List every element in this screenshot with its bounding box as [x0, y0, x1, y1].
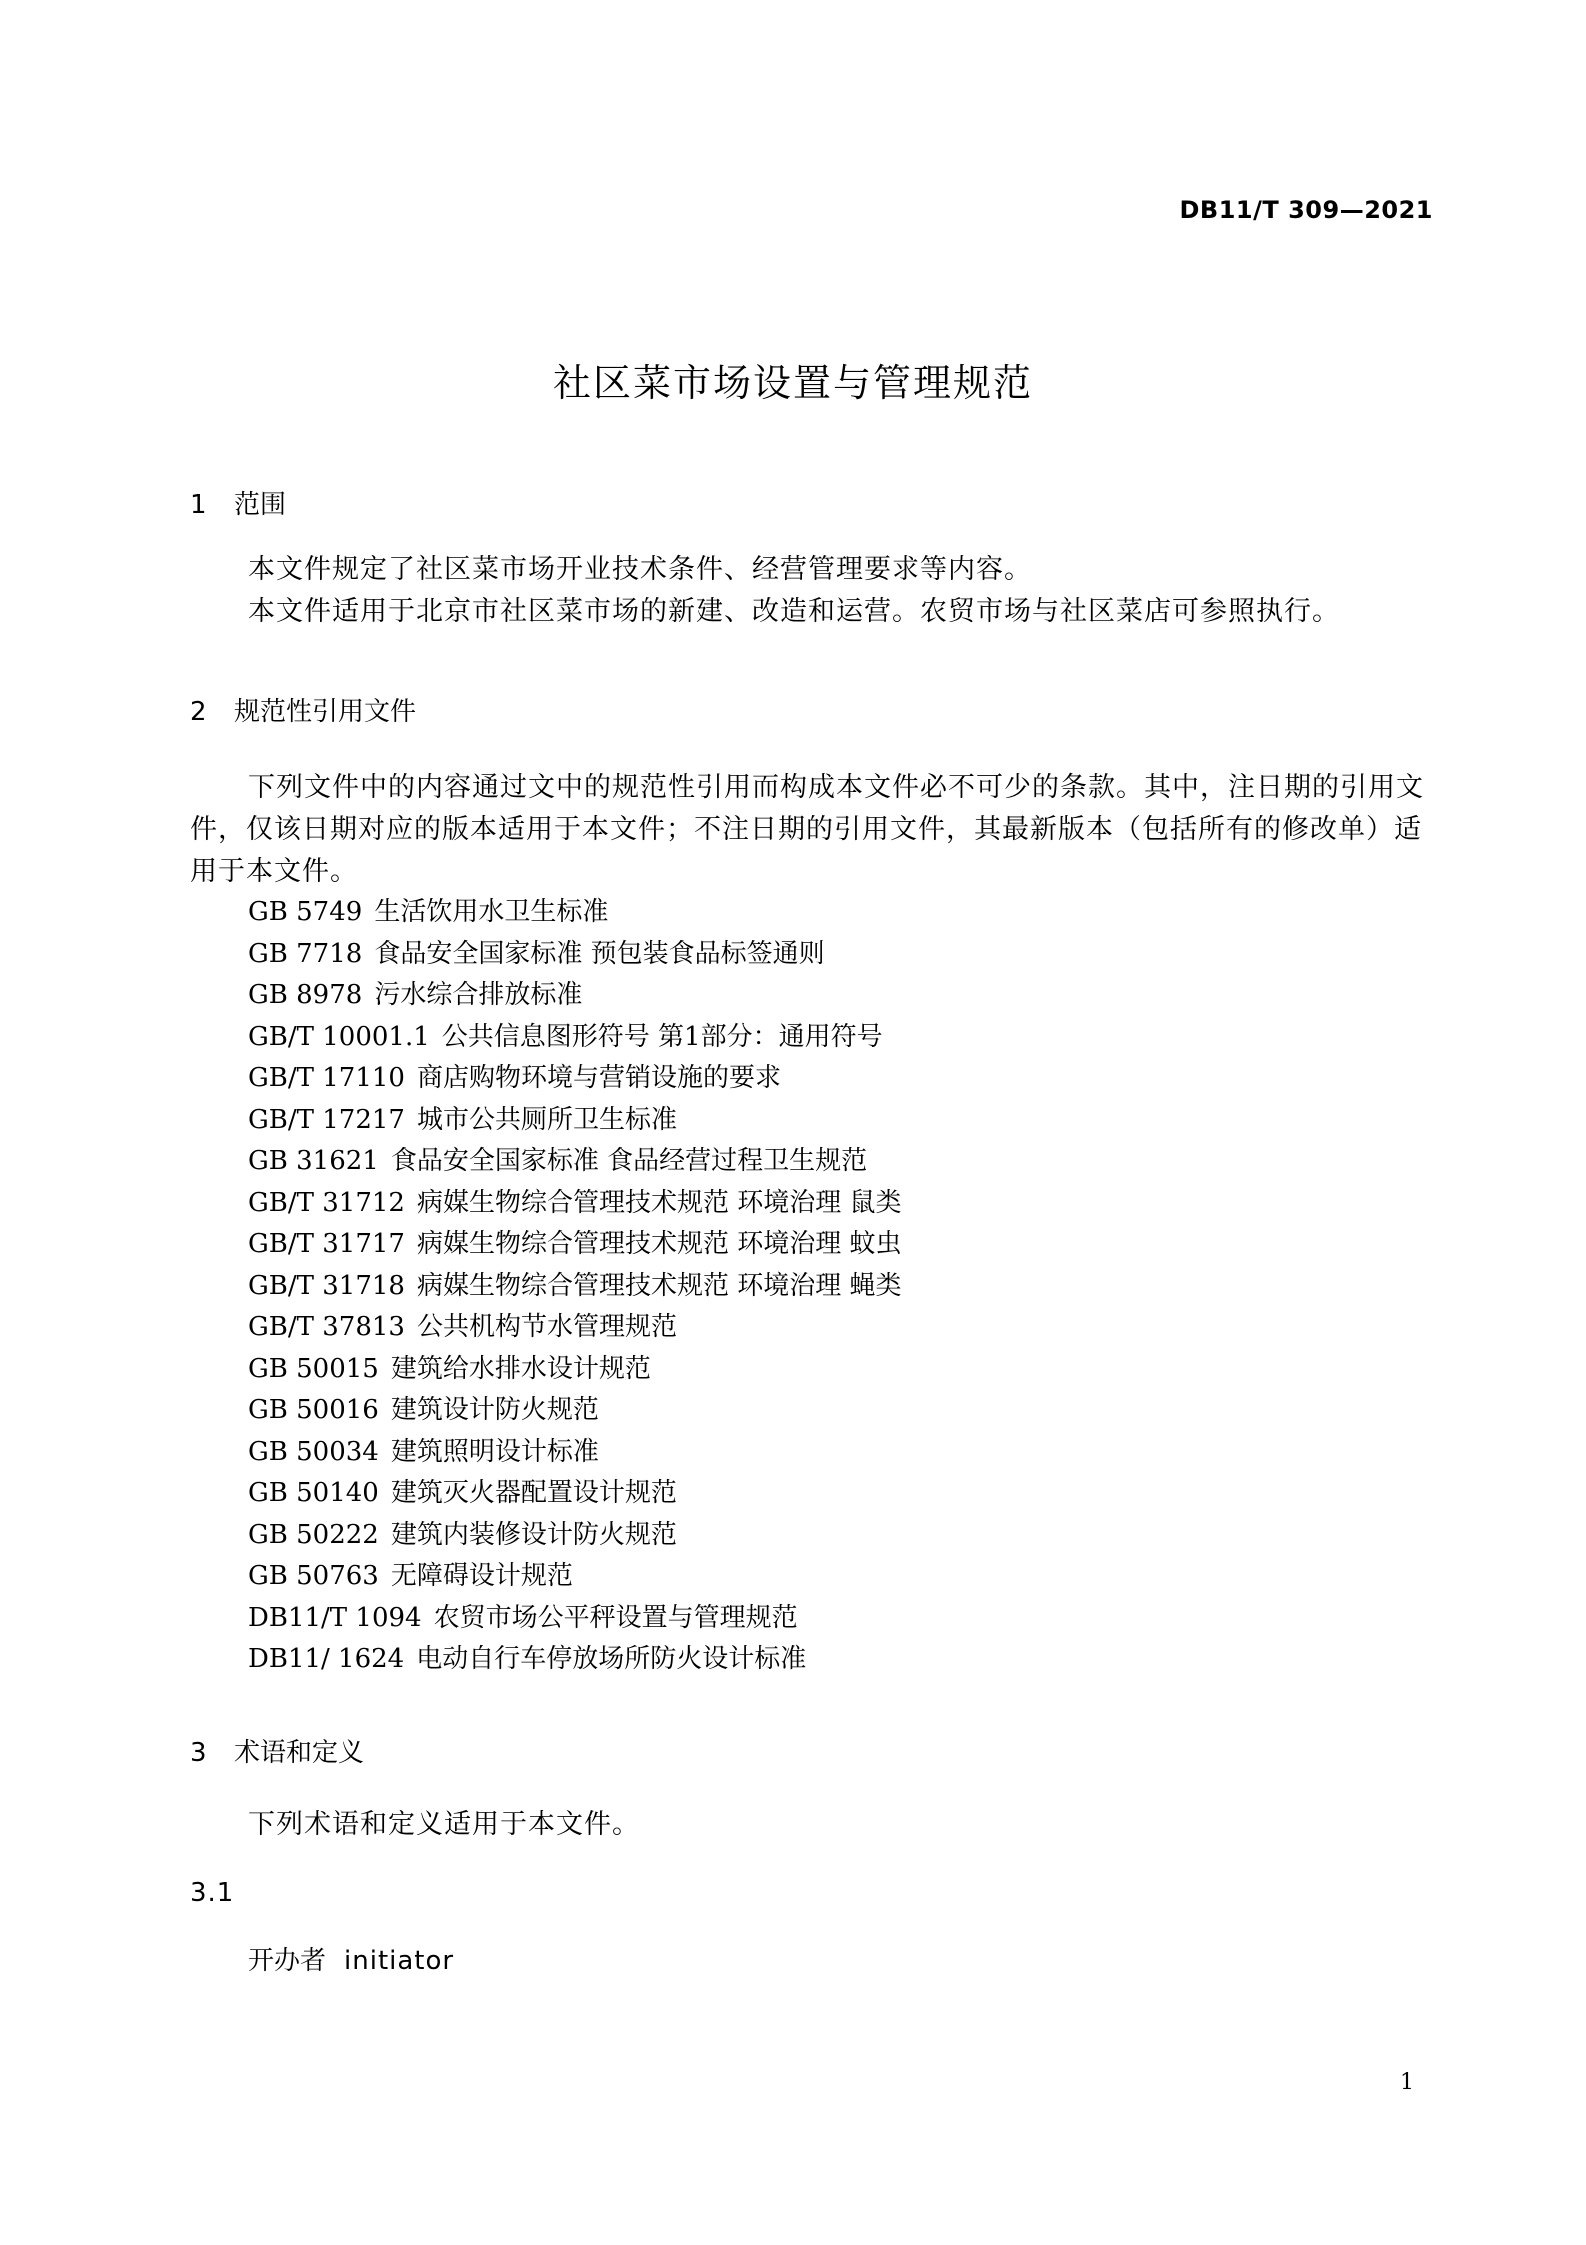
reference-item: [248, 1349, 901, 1391]
term-name-zh: 开办者: [248, 1946, 327, 1976]
section-title: 术语和定义: [234, 1738, 365, 1768]
reference-item: [248, 1556, 901, 1598]
reference-name: 建筑设计防火规范: [390, 1395, 599, 1425]
reference-name: 公共信息图形符号 第1部分：通用符号: [441, 1021, 883, 1052]
reference-item: [248, 1515, 901, 1557]
reference-code: GB 31621: [248, 1146, 379, 1176]
section-title: 范围: [234, 490, 287, 520]
reference-code: DB11/ 1624: [248, 1644, 405, 1674]
reference-name: 建筑灭火器配置设计规范: [390, 1478, 677, 1508]
reference-code: GB/T 17110: [248, 1063, 405, 1093]
reference-item: [248, 1224, 901, 1266]
reference-name: 公共机构节水管理规范: [416, 1312, 677, 1342]
paragraph: 本文件适用于北京市社区菜市场的新建、改造和运营。农贸市场与社区菜店可参照执行。: [248, 596, 1340, 627]
reference-item: [248, 1432, 901, 1474]
reference-code: GB 5749: [248, 897, 363, 927]
reference-item: [248, 1141, 901, 1183]
reference-name: 商店购物环境与营销设施的要求: [416, 1063, 781, 1093]
reference-item: [248, 1266, 901, 1308]
term-name: [248, 1940, 454, 1977]
reference-item: [248, 934, 901, 976]
reference-item: [248, 1017, 901, 1059]
reference-name: 生活饮用水卫生标准: [374, 897, 609, 927]
section-number: 2: [190, 697, 207, 727]
reference-code: GB/T 31718: [248, 1270, 405, 1301]
reference-item: [248, 1058, 901, 1100]
reference-name: 城市公共厕所卫生标准: [416, 1104, 677, 1135]
reference-code: GB/T 31712: [248, 1187, 405, 1218]
page-number: 1: [1400, 2070, 1414, 2095]
reference-item: [248, 1598, 901, 1640]
reference-name: 建筑照明设计标准: [390, 1436, 599, 1467]
document-title: 社区菜市场设置与管理规范: [552, 361, 1033, 405]
reference-code: GB/T 17217: [248, 1104, 405, 1135]
reference-code: GB/T 31717: [248, 1229, 405, 1259]
reference-name: 病媒生物综合管理技术规范 环境治理 鼠类: [416, 1187, 902, 1218]
reference-item: [248, 975, 901, 1017]
reference-item: [248, 1473, 901, 1515]
paragraph: 下列术语和定义适用于本文件。: [248, 1809, 640, 1840]
document-code: DB11/T 309—2021: [1179, 196, 1433, 224]
reference-code: GB/T 37813: [248, 1312, 405, 1342]
reference-name: 病媒生物综合管理技术规范 环境治理 蝇类: [416, 1270, 902, 1301]
reference-name: 食品安全国家标准 预包装食品标签通则: [374, 938, 825, 969]
reference-code: GB/T 10001.1: [248, 1021, 430, 1052]
reference-name: 建筑给水排水设计规范: [390, 1353, 651, 1384]
reference-code: GB 50015: [248, 1353, 379, 1384]
reference-code: GB 8978: [248, 980, 363, 1010]
section-number: 3: [190, 1738, 207, 1768]
reference-item: [248, 1100, 901, 1142]
section-number: 1: [190, 490, 207, 520]
reference-code: GB 50140: [248, 1478, 379, 1508]
section-heading-scope: [190, 484, 286, 521]
reference-item: [248, 1639, 901, 1681]
reference-code: DB11/T 1094: [248, 1602, 422, 1633]
reference-name: 食品安全国家标准 食品经营过程卫生规范: [390, 1146, 868, 1176]
paragraph: 下列文件中的内容通过文中的规范性引用而构成本文件必不可少的条款。其中，注日期的引用文件，仅该日期对应的版本适用于本文件；不注日期的引用文件，其最新版本（包括所有的修改单）适用于本文件。: [190, 772, 1424, 887]
reference-name: 污水综合排放标准: [374, 980, 583, 1010]
reference-item: [248, 892, 901, 934]
reference-name: 病媒生物综合管理技术规范 环境治理 蚊虫: [416, 1229, 902, 1259]
reference-item: [248, 1183, 901, 1225]
reference-list: [248, 892, 901, 1681]
reference-item: [248, 1307, 901, 1349]
term-number: 3.1: [190, 1878, 235, 1908]
reference-code: GB 50763: [248, 1561, 379, 1591]
reference-item: [248, 1390, 901, 1432]
section-heading-normative-references: [190, 691, 416, 728]
section-heading-terms: [190, 1732, 364, 1769]
paragraph: 本文件规定了社区菜市场开业技术条件、经营管理要求等内容。: [248, 554, 1032, 585]
reference-name: 建筑内装修设计防火规范: [390, 1519, 677, 1550]
reference-name: 电动自行车停放场所防火设计标准: [416, 1644, 807, 1674]
reference-name: 农贸市场公平秤设置与管理规范: [433, 1602, 798, 1633]
reference-code: GB 50016: [248, 1395, 379, 1425]
reference-name: 无障碍设计规范: [390, 1561, 573, 1591]
reference-code: GB 50034: [248, 1436, 379, 1467]
term-name-en: initiator: [344, 1946, 455, 1976]
reference-code: GB 50222: [248, 1519, 379, 1550]
section-title: 规范性引用文件: [234, 697, 417, 727]
reference-code: GB 7718: [248, 938, 363, 969]
